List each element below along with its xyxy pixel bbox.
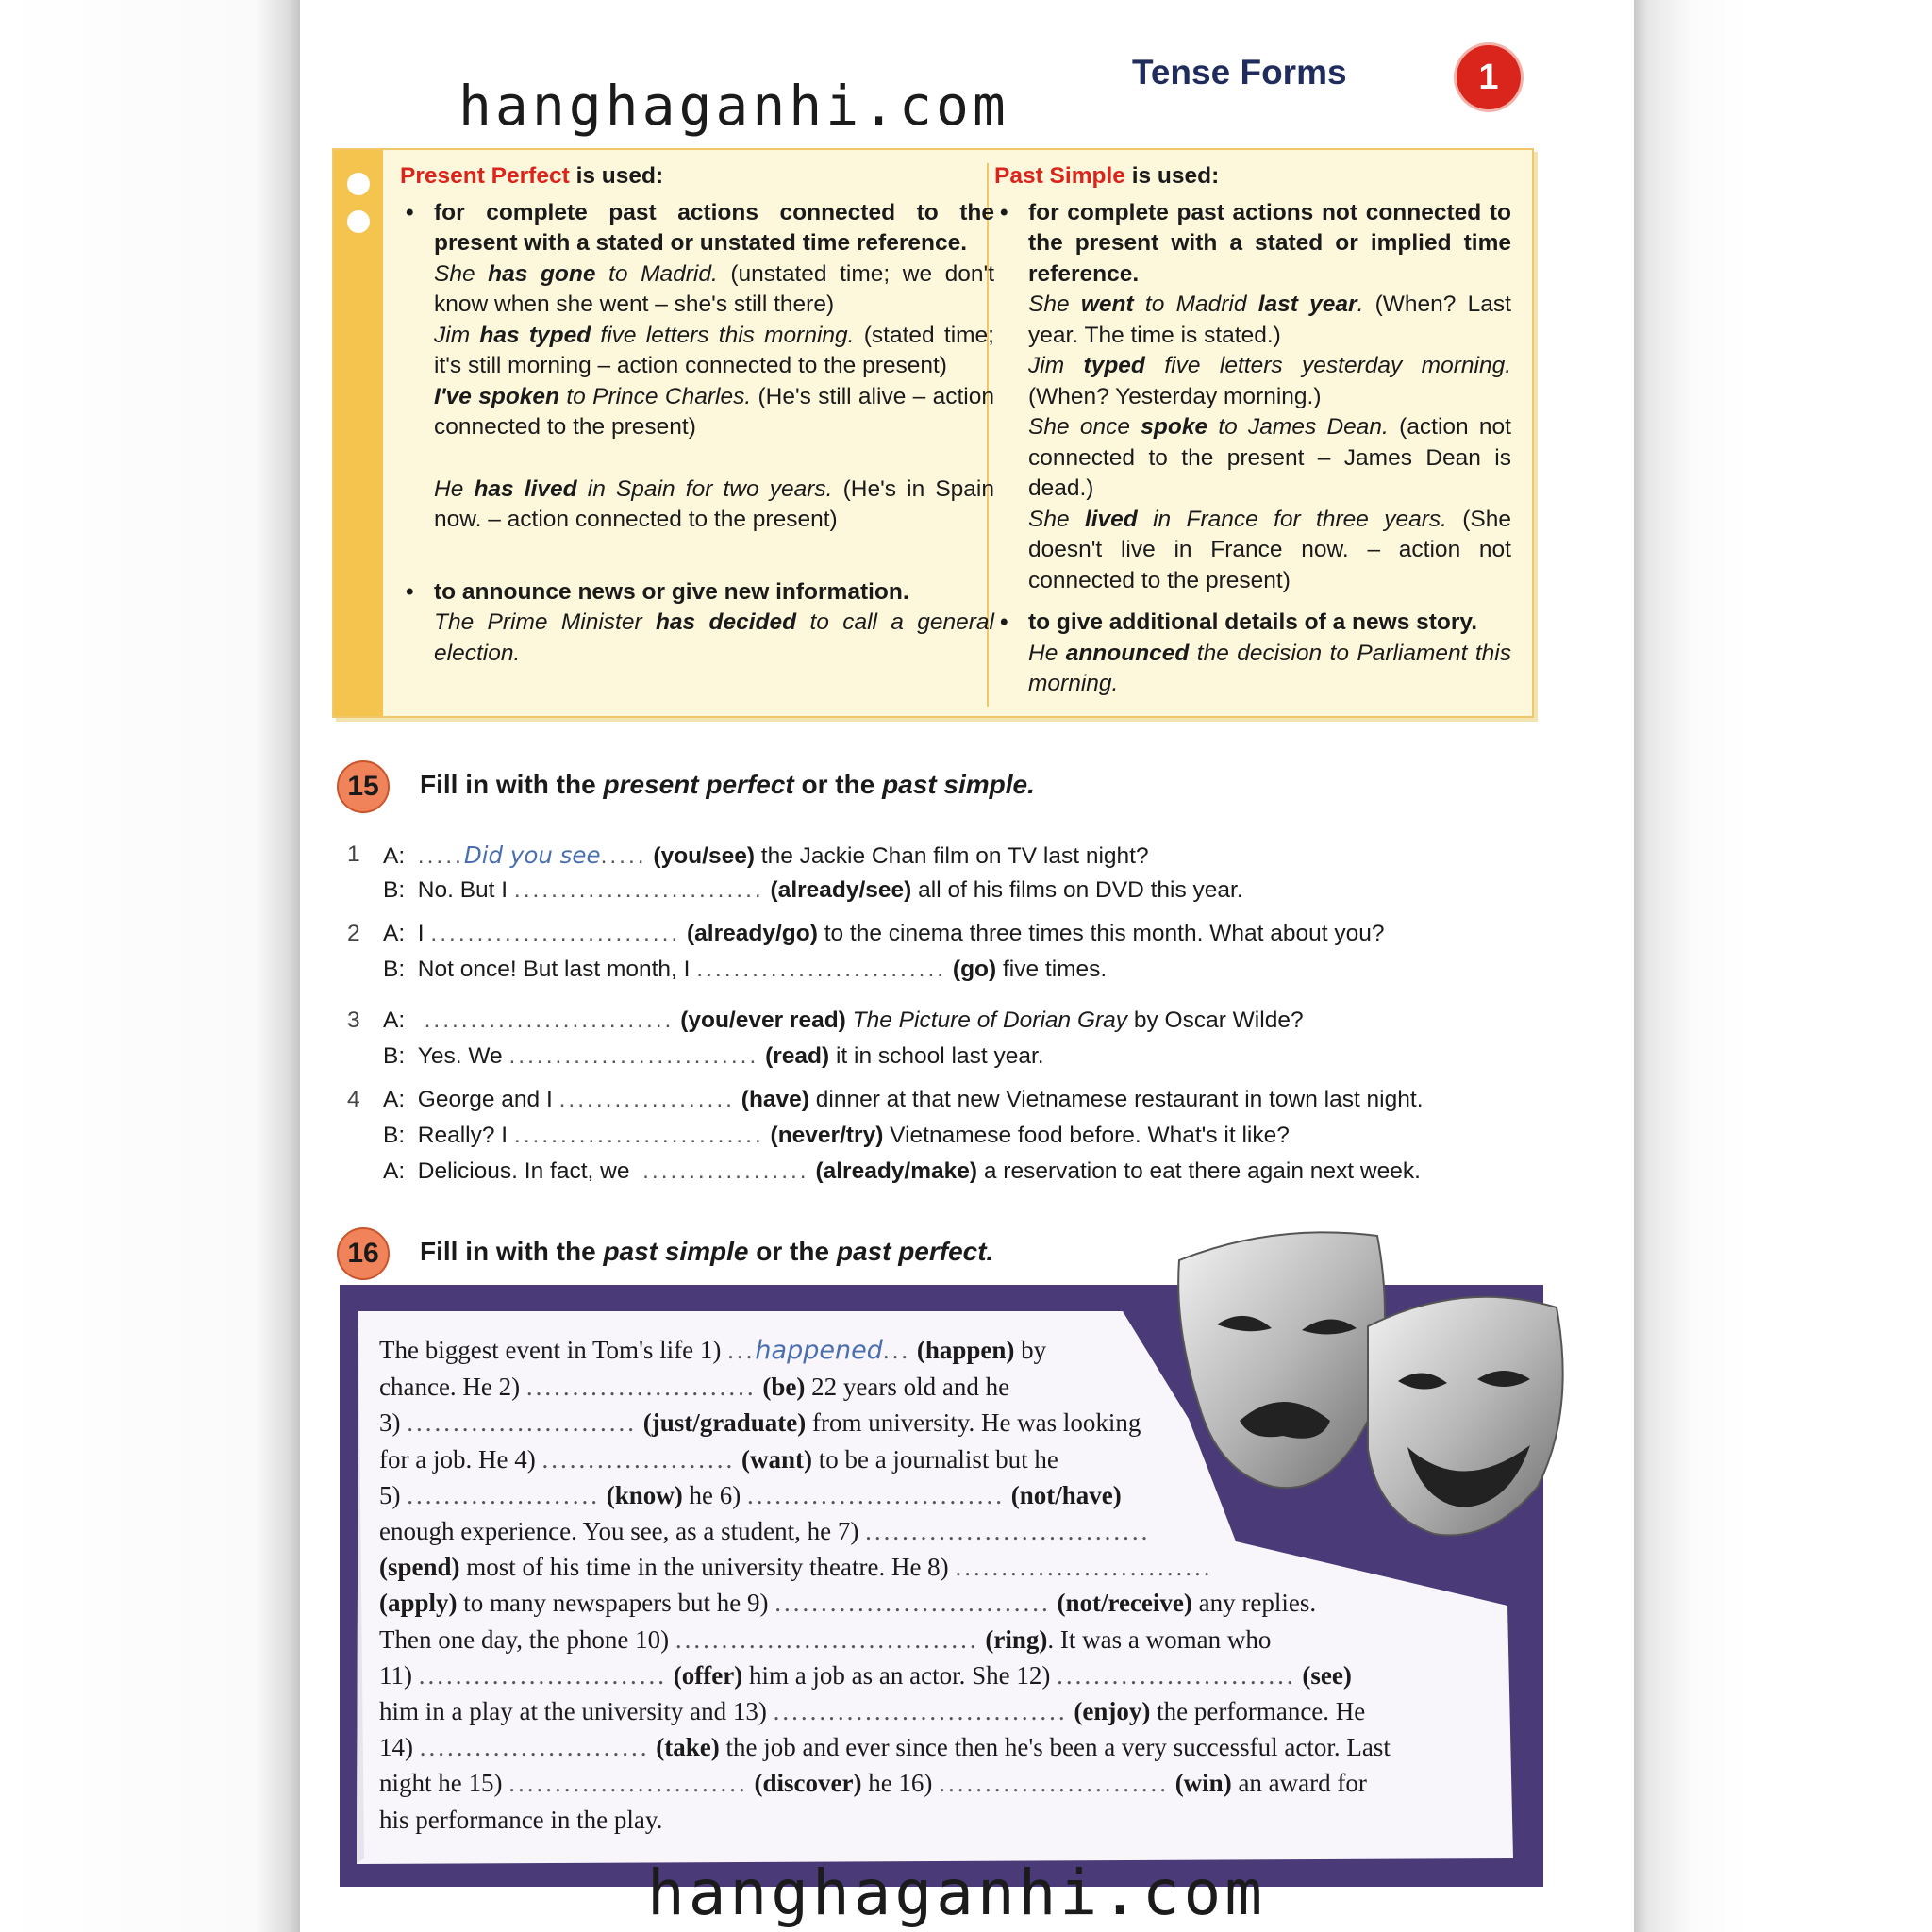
dialogue-line: B: No. But I ........................... (already/see) all of his films on DVD this year. [383, 877, 1243, 903]
dialogue-line: A: Delicious. In fact, we .................. (already/make) a reservation to eat there again next week. [383, 1158, 1421, 1184]
question-number: 3 [347, 1008, 360, 1033]
story-line: (apply) to many newspapers but he 9) .............................. (not/receive) any replies. [379, 1589, 1317, 1618]
dialogue-line: A: .....Did you see..... (you/see) the Jackie Chan film on TV last night? [383, 841, 1149, 869]
answer-blank: .................. [642, 1158, 809, 1184]
binder-hole-icon [347, 173, 370, 195]
answer-blank: ..................... [407, 1480, 600, 1509]
watermark-top: hanghaganhi.com [458, 74, 1009, 138]
example: She once spoke to James Dean. (action not connected to the present – James Dean is dead.) [1028, 414, 1511, 501]
grammar-rule-box [332, 148, 1534, 718]
answer-blank: ........................... [430, 921, 681, 946]
answer-blank: ........................... [418, 1660, 667, 1690]
answer-blank: ..................... [541, 1444, 736, 1474]
example: Jim has typed five letters this morning. (stated time; it's still morning – action connected to the present) [434, 322, 994, 378]
column-heading: Present Perfect is used: [400, 163, 664, 189]
answer-blank: ................................ [773, 1697, 1068, 1726]
binder-strip [334, 150, 383, 716]
story-line: chance. He 2) ......................... (be) 22 years old and he [379, 1373, 1010, 1402]
exercise-15-title: Fill in with the present perfect or the past simple. [420, 770, 1035, 799]
story-line: him in a play at the university and 13) ................................ (enjoy) the performance. He [379, 1697, 1366, 1726]
answer-blank: ............................... [865, 1517, 1151, 1546]
answer-blank: ........................... [696, 957, 947, 982]
dialogue-line: A: George and I ................... (have) dinner at that new Vietnamese restaurant in town last night. [383, 1087, 1424, 1112]
dialogue-line: A: I ........................... (already/go) to the cinema three times this month. What about you? [383, 921, 1385, 946]
story-paragraph [379, 1332, 1466, 1838]
present-perfect-column [400, 161, 994, 669]
answer-blank: ............................ [747, 1480, 1005, 1509]
story-line: 14) ......................... (take) the job and ever since then he's been a very successful actor. Last [379, 1733, 1391, 1762]
example: He has lived in Spain for two years. (He's in Spain now. – action connected to the present) [434, 475, 994, 532]
example: She lived in France for three years. (She doesn't live in France now. – action not connected to the present) [1028, 506, 1512, 593]
story-line: night he 15) .......................... (discover) he 16) ......................... (win) an award for [379, 1769, 1367, 1798]
answer-blank: ............................ [955, 1553, 1213, 1582]
example: Jim typed five letters yesterday morning. (When? Yesterday morning.) [1028, 353, 1511, 409]
exercise-16-title: Fill in with the past simple or the past perfect. [420, 1237, 994, 1266]
question-number: 4 [347, 1087, 360, 1112]
story-line: his performance in the play. [379, 1805, 663, 1834]
answer-blank: ......................... [939, 1769, 1169, 1798]
story-line: (spend) most of his time in the university theatre. He 8) ............................ [379, 1553, 1213, 1582]
example: The Prime Minister has decided to call a general election. [434, 609, 994, 666]
page-left-margin [0, 0, 300, 1932]
answer-blank: ................... [558, 1087, 735, 1112]
example: She went to Madrid last year. (When? Last year. The time is stated.) [1028, 291, 1511, 348]
dialogue-line: A: ........................... (you/ever read) The Picture of Dorian Gray by Oscar Wilde? [383, 1008, 1304, 1033]
usage-bullet: • to give additional details of a news story. [994, 608, 1511, 639]
answer-handwritten: happened [755, 1336, 883, 1365]
example: He announced the decision to Parliament this morning. [1028, 640, 1511, 696]
answer-blank: .............................. [774, 1589, 1051, 1618]
dialogue-line: B: Yes. We ........................... (read) it in school last year. [383, 1043, 1044, 1069]
story-line: 3) ......................... (just/graduate) from university. He was looking [379, 1408, 1141, 1438]
usage-bullet: • for complete past actions connected to the present with a stated or unstated time reference. [400, 198, 994, 259]
answer-handwritten: Did you see [463, 841, 601, 869]
example: She has gone to Madrid. (unstated time; we don't know when she went – she's still there) [434, 260, 995, 317]
dialogue-line: B: Not once! But last month, I ........................... (go) five times. [383, 957, 1108, 982]
exercise-15-number: 15 [337, 760, 390, 813]
column-heading: Past Simple is used: [994, 163, 1220, 189]
answer-blank: ................................. [675, 1624, 979, 1654]
answer-blank: ......................... [525, 1373, 757, 1402]
answer-blank: ........................... [513, 1123, 764, 1148]
exercise-16-number: 16 [337, 1227, 390, 1280]
answer-blank: ........................... [513, 877, 764, 903]
story-line: Then one day, the phone 10) ................................. (ring). It was a woman who [379, 1624, 1272, 1654]
answer-blank: ........................... [424, 1008, 675, 1033]
binder-hole-icon [347, 210, 370, 233]
dialogue-line: B: Really? I ........................... (never/try) Vietnamese food before. What's it like? [383, 1123, 1290, 1148]
past-simple-column [994, 161, 1511, 700]
story-line: The biggest event in Tom's life 1) ...happened... (happen) by [379, 1336, 1047, 1365]
story-line: 5) ..................... (know) he 6) ............................ (not/have) [379, 1480, 1122, 1509]
usage-bullet: • to announce news or give new information. [400, 577, 994, 608]
question-number: 2 [347, 921, 360, 946]
page-right-margin [1634, 0, 1932, 1932]
question-number: 1 [347, 841, 360, 867]
answer-blank: .......................... [508, 1769, 748, 1798]
unit-number-badge: 1 [1457, 45, 1521, 109]
story-line: 11) ........................... (offer) him a job as an actor. She 12) .......................... (see) [379, 1660, 1352, 1690]
story-line: for a job. He 4) ..................... (want) to be a journalist but he [379, 1444, 1058, 1474]
answer-blank: ......................... [407, 1408, 637, 1438]
answer-blank: ......................... [419, 1733, 650, 1762]
watermark-bottom: hanghaganhi.com [647, 1857, 1267, 1929]
answer-blank: .......................... [1057, 1660, 1296, 1690]
story-line: enough experience. You see, as a student, he 7) ............................... [379, 1517, 1151, 1546]
example: I've spoken to Prince Charles. (He's still alive – action connected to the present) [434, 383, 994, 440]
answer-blank: ........................... [508, 1043, 759, 1069]
unit-title: Tense Forms [1132, 53, 1347, 92]
usage-bullet: • for complete past actions not connected to the present with a stated or implied time reference. [994, 198, 1511, 291]
